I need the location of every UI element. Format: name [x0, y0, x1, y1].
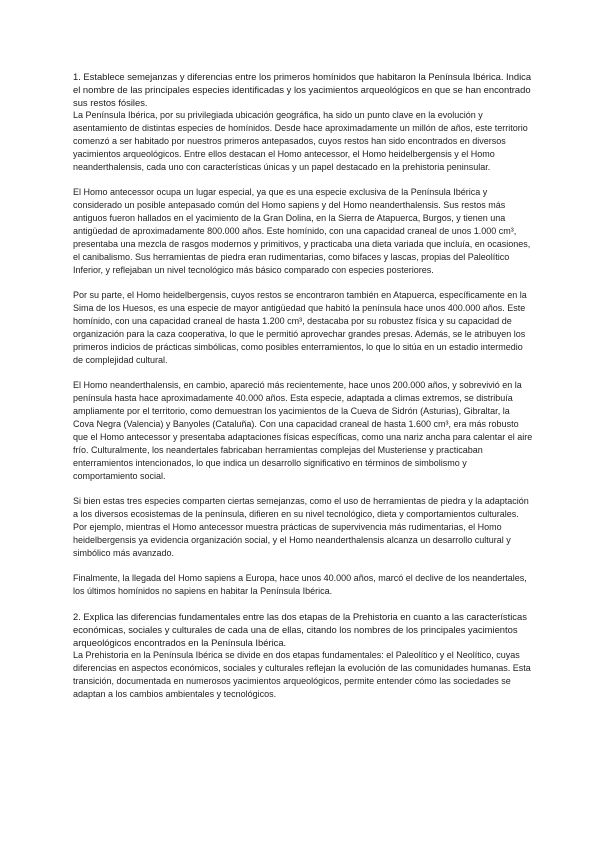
- question-2-heading: 2. Explica las diferencias fundamentales entre las dos etapas de la Prehistoria en cuanto a las características económicas, sociales y culturales de cada una de ellas, citando los nombres de los principales yacimientos arqueológicos encontrados en la Península Ibérica.: [73, 611, 527, 648]
- paragraph-block: [73, 572, 533, 598]
- question-1-section: [73, 70, 533, 174]
- paragraph-block: [73, 186, 533, 277]
- question-1-heading: 1. Establece semejanzas y diferencias entre los primeros homínidos que habitaron la Península Ibérica. Indica el nombre de las principales especies identificadas y los yacimientos arqueológicos en que se han encontrado sus restos fósiles.: [73, 71, 532, 108]
- paragraph-conclusion: Finalmente, la llegada del Homo sapiens a Europa, hace unos 40.000 años, marcó el declive de los neandertales, los últimos homínidos no sapiens en habitar la Península Ibérica.: [73, 573, 527, 596]
- paragraph-homo-antecessor: El Homo antecessor ocupa un lugar especial, ya que es una especie exclusiva de la Península Ibérica y considerado un posible antepasado común del Homo sapiens y del Homo neanderthalensis. Sus restos más antiguos fueron hallados en el yacimiento de la Gran Dolina, en la Sierra de Atapuerca, Burgos, y tienen una antigüedad de aproximadamente 800.000 años. Este homínido, con una capacidad craneal de unos 1.000 cm³, presentaba una mezcla de rasgos modernos y primitivos, y practicaba una dieta variada que incluía, en ocasiones, el canibalismo. Sus herramientas de piedra eran rudimentarias, como bifaces y lascas, propias del Paleolítico Inferior, y reflejaban un nivel tecnológico más básico comparado con especies posteriores.: [73, 187, 531, 275]
- paragraph-block: [73, 289, 533, 367]
- paragraph-block: [73, 495, 533, 560]
- paragraph-prehistory-stages: La Prehistoria en la Península Ibérica se divide en dos etapas fundamentales: el Paleolítico y el Neolítico, cuyas diferencias en aspectos económicos, sociales y culturales reflejan la evolución de las comunidades humanas. Esta transición, documentada en numerosos yacimientos arqueológicos, permite entender cómo las sociedades se adaptan a los cambios ambientales y tecnológicos.: [73, 650, 531, 699]
- paragraph-homo-neanderthalensis: El Homo neanderthalensis, en cambio, apareció más recientemente, hace unos 200.000 años, y sobrevivió en la península hasta hace aproximadamente 40.000 años. Esta especie, adaptada a climas extremos, se distribuía ampliamente por el territorio, como demuestran los yacimientos de la Cueva de Sidrón (Asturias), Gibraltar, la Cova Negra (Valencia) y Banyoles (Cataluña). Con una capacidad craneal de hasta 1.600 cm³, era más robusto que el Homo antecessor y presentaba adaptaciones físicas específicas, como una nariz ancha para calentar el aire frío. Culturalmente, los neandertales fabricaban herramientas complejas del Musteriense y practicaban enterramientos intencionados, lo que indica un desarrollo significativo en términos de simbolismo y comportamiento social.: [73, 380, 533, 481]
- paragraph-block: [73, 379, 533, 483]
- question-2-section: [73, 610, 533, 701]
- document-body: [73, 70, 533, 713]
- paragraph-intro: La Península Ibérica, por su privilegiada ubicación geográfica, ha sido un punto clave en la evolución y asentamiento de distintas especies de homínidos. Desde hace aproximadamente un millón de años, este territorio comenzó a ser habitado por nuestros primeros antepasados, cuyos restos han sido encontrados en diversos yacimientos arqueológicos. Entre ellos destacan el Homo antecessor, el Homo heidelbergensis y el Homo neanderthalensis, cada uno con características únicas y un papel destacado en la prehistoria peninsular.: [73, 110, 528, 172]
- paragraph-comparison: Si bien estas tres especies comparten ciertas semejanzas, como el uso de herramientas de piedra y la adaptación a los diversos ecosistemas de la península, difieren en su nivel tecnológico, dieta y comportamientos culturales. Por ejemplo, mientras el Homo antecessor muestra prácticas de supervivencia más rudimentarias, el Homo heidelbergensis ya evidencia organización social, y el Homo neanderthalensis alcanza un desarrollo cultural y simbólico más avanzado.: [73, 496, 529, 558]
- paragraph-homo-heidelbergensis: Por su parte, el Homo heidelbergensis, cuyos restos se encontraron también en Atapuerca, específicamente en la Sima de los Huesos, es una especie de mayor antigüedad que habitó la península hace unos 400.000 años. Este homínido, con una capacidad craneal de hasta 1.200 cm³, destacaba por su robustez física y su capacidad de organización para la caza cooperativa, lo que le permitió aprovechar grandes presas. Además, se le atribuyen los primeros indicios de prácticas simbólicas, como posibles enterramientos, lo que lo sitúa en un estadio intermedio de complejidad cultural.: [73, 290, 527, 365]
